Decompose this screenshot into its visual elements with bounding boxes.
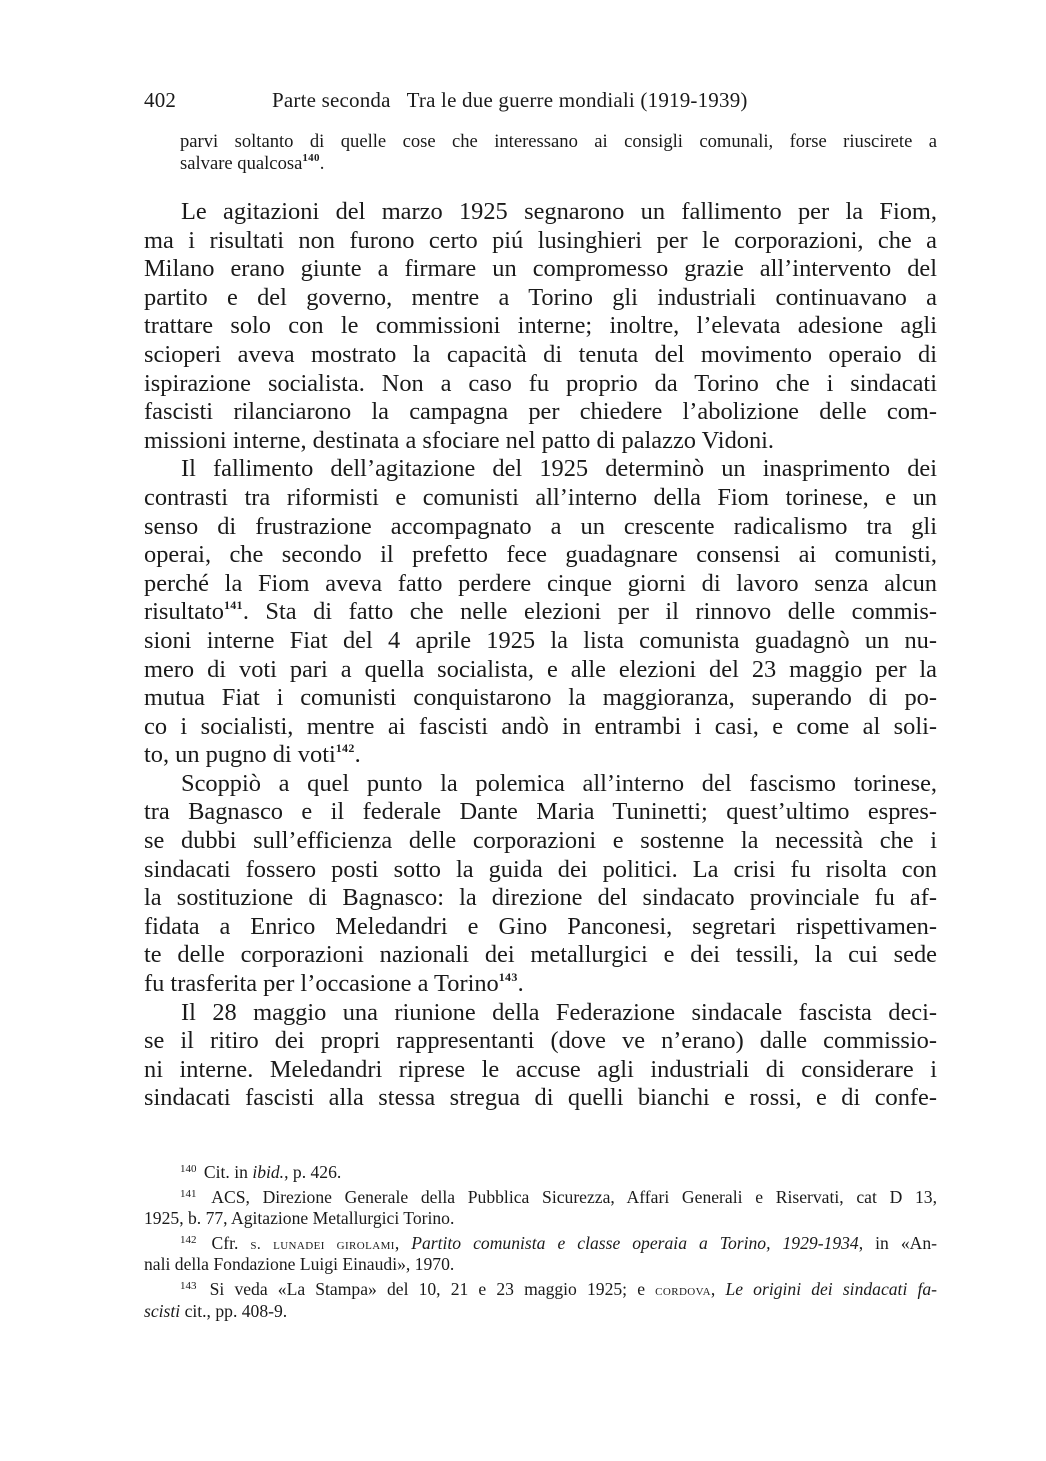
footnote-number: 141 <box>180 1187 197 1200</box>
text-line: perché la Fiom aveva fatto perdere cinque giorni di lavoro senza alcun <box>144 569 937 597</box>
text-line: sindacati fossero posti sotto la guida dei politici. La crisi fu risolta con <box>144 855 937 883</box>
text-line: missioni interne, destinata a sfociare nel patto di palazzo Vidoni. <box>144 426 775 454</box>
text-line: se il ritiro dei propri rappresentanti (dove ve n’erano) dalle commissio- <box>144 1027 937 1055</box>
text-line: sindacati fascisti alla stessa stregua di quelli bianchi e rossi, e di confe- <box>144 1084 937 1112</box>
text-line: te delle corporazioni nazionali dei metallurgici e dei tessili, la cui sede <box>144 941 937 969</box>
footnote-number: 142 <box>180 1233 197 1246</box>
running-title: Parte seconda Tra le due guerre mondiali (1919-1939) <box>272 88 748 112</box>
footnote-141: $^{141}$ ACS, Direzione Generale della Pubblica Sicurezza, Affari Generali e Riservati, cat D 13, <box>180 1186 937 1207</box>
text-line: ni interne. Meledandri riprese le accuse agli industriali di considerare i <box>144 1055 937 1083</box>
footnotes <box>144 1162 937 1322</box>
running-header <box>144 88 944 113</box>
text-line: se dubbi sull’efficienza delle corporazioni e sostenne la necessità che i <box>144 827 937 855</box>
text-line: fidata a Enrico Meledandri e Gino Panconesi, segretari rispettivamen- <box>144 912 937 940</box>
footnote-143-cont: scisti cit., pp. 408-9. <box>144 1300 288 1321</box>
text-line: Scoppiò a quel punto la polemica all’interno del fascismo torinese, <box>181 769 937 797</box>
page-number: 402 <box>144 88 177 112</box>
footnote-number: 140 <box>180 1163 197 1175</box>
footnote-142-cont: nali della Fondazione Luigi Einaudi», 1970. <box>144 1254 455 1275</box>
footnote-number: 143 <box>180 1279 197 1292</box>
text-line: co i socialisti, mentre ai fascisti andò in entrambi i casi, e come al soli- <box>144 712 937 740</box>
footnote-143: $^{143}$ Si veda «La Stampa» del 10, 21 e 23 maggio 1925; e cordova, Le origini dei sindacati fa- <box>180 1278 938 1299</box>
text-line: contrasti tra riformisti e comunisti all’interno della Fiom torinese, e un <box>144 483 937 511</box>
footnote-ref-142[interactable]: 142 <box>335 741 355 756</box>
quote-line: salvare qualcosa$^{140}$. <box>180 152 325 174</box>
text-line: to, un pugno di voti$^{142}$. <box>144 741 361 769</box>
text-line: ispirazione socialista. Non a caso fu proprio da Torino che i sindacati <box>144 369 937 397</box>
text-line: scioperi aveva mostrato la capacità di tenuta del movimento operaio di <box>144 340 937 368</box>
text-line: fascisti rilanciarono la campagna per chiedere l’abolizione delle com- <box>144 398 937 426</box>
footnote-140: $^{140}$ Cit. in ibid., p. 426. <box>180 1162 342 1182</box>
footnote-141-cont: 1925, b. 77, Agitazione Metallurgici Torino. <box>144 1208 455 1229</box>
footnote-ref-140[interactable]: 140 <box>302 152 320 164</box>
text-line: senso di frustrazione accompagnato a un crescente radicalismo tra gli <box>144 512 937 540</box>
text-line: fu trasferita per l’occasione a Torino$^{143}$. <box>144 970 524 998</box>
footnote-142: $^{142}$ Cfr. s. lunadei girolami, Partito comunista e classe operaia a Torino, 1929-1934, in «An- <box>180 1232 937 1253</box>
footnote-ref-141[interactable]: 141 <box>223 598 243 613</box>
text-line: mero di voti pari a quella socialista, e alle elezioni del 23 maggio per la <box>144 655 937 683</box>
text-line: la sostituzione di Bagnasco: la direzione del sindacato provinciale fu af- <box>144 884 937 912</box>
text-line: operai, che secondo il prefetto fece guadagnare consensi ai comunisti, <box>144 541 937 569</box>
text-line: mutua Fiat i comunisti conquistarono la maggioranza, superando di po- <box>144 684 937 712</box>
quote-line: parvi soltanto di quelle cose che interessano ai consigli comunali, forse riuscirete a <box>180 131 937 152</box>
text-line: tra Bagnasco e il federale Dante Maria Tuninetti; quest’ultimo espres- <box>144 798 937 826</box>
text-line: ma i risultati non furono certo piú lusinghieri per le corporazioni, che a <box>144 226 937 254</box>
text-line: Il 28 maggio una riunione della Federazione sindacale fascista deci- <box>181 998 937 1026</box>
text-line: Milano erano giunte a firmare un compromesso grazie all’intervento del <box>144 255 937 283</box>
footnote-ref-143[interactable]: 143 <box>498 970 518 985</box>
text-line: trattare solo con le commissioni interne; inoltre, l’elevata adesione agli <box>144 312 937 340</box>
text-line: risultato$^{141}$. Sta di fatto che nelle elezioni per il rinnovo delle commis- <box>144 598 937 626</box>
text-line: Il fallimento dell’agitazione del 1925 determinò un inasprimento dei <box>181 455 937 483</box>
text-line: partito e del governo, mentre a Torino gli industriali continuavano a <box>144 283 937 311</box>
block-quote <box>180 131 937 175</box>
text-line: Le agitazioni del marzo 1925 segnarono un fallimento per la Fiom, <box>181 198 937 225</box>
main-text <box>144 198 937 1113</box>
text-line: sioni interne Fiat del 4 aprile 1925 la lista comunista guadagnò un nu- <box>144 626 937 654</box>
